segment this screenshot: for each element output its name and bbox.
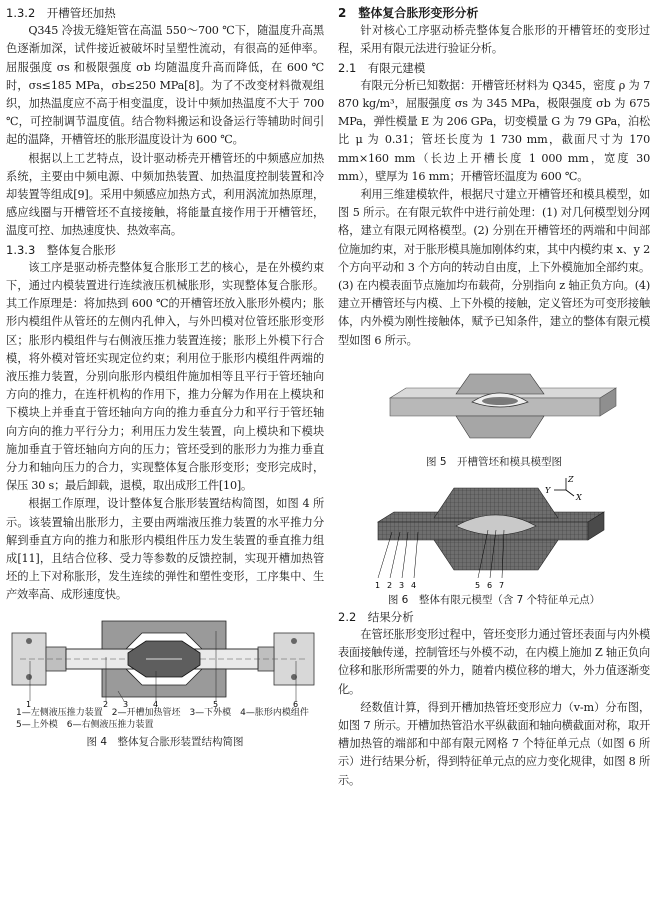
right-column — [338, 4, 650, 790]
fig6-label-3: 3 — [399, 580, 405, 590]
tube-and-die-model — [338, 354, 650, 454]
paragraph-heating-1: Q345 冷拔无缝矩管在高温 550～700 ℃下，随温度升高黑色逐渐加深，试件接近被破坏时呈塑性流动，有很高的延伸率。屈服强度 σs 和极限强度 σb 均随温度升高而降低，在 600 ℃时，σs≤185 MPa，σb≤250 MPa[8]。为了不改变材料微观组织，加热温度应不高于相变温度，设计中频加热温度不大于 700 ℃，可控制调节温度值。结合物料搬运和设备运行等辅助时间引起的温降，开槽管坯的胀形温度设计为 600 ℃。 — [6, 24, 324, 147]
fig6-label-6: 6 — [487, 580, 493, 590]
fig6-caption: 图 6 整体有限元模型（含 7 个特征单元点） — [387, 593, 601, 606]
paragraph-results-1: 在管坯胀形变形过程中，管坯变形力通过管坯表面与内外模表面接触传递，控制管坯与外模不动，在内模上施加 Z 轴正负向位移和胀形所需要的外力，随着内模位移的增大，外力值逐渐变化。 — [338, 628, 650, 696]
fig4-label-4: 4 — [153, 699, 159, 707]
left-column — [6, 4, 324, 750]
fig6-label-4: 4 — [411, 580, 417, 590]
finite-element-mesh-model — [338, 474, 650, 592]
figure-4 — [6, 611, 324, 750]
section-heading-2-2: 2.2 结果分析 — [338, 609, 414, 624]
section-heading-2-1: 2.1 有限元建模 — [338, 60, 426, 75]
fig4-caption: 图 4 整体复合胀形装置结构简图 — [86, 735, 244, 748]
section-heading-2: 2 整体复合胀形变形分析 — [338, 6, 479, 20]
section-heading-1-3-2: 1.3.2 开槽管坯加热 — [6, 6, 116, 20]
fig4-label-2: 2 — [103, 699, 109, 707]
fig4-legend-line-2: 5—上外模 6—右侧液压推力装置 — [16, 719, 154, 730]
axis-label-z: Z — [568, 474, 574, 484]
paragraph-fem-modeling: 利用三维建模软件，根据尺寸建立开槽管坯和模具模型，如图 5 所示。在有限元软件中进行前处理：(1) 对几何模型划分网格，建立有限元网格模型。(2) 分别在开槽管坯的两端和中间部位施加约束，对于胀形模具施加刚体约束，其中内模约束 x、y 2 个方向平动和 3 个方向的转动自由度，上下外模施加全部约束。(3) 在内模表面节点施加均布载荷，分别指向 z 轴正负方向。(4) 建立开槽管坯与内模、上下外模的接触，定义管坯为可变形接触体，内外模为刚性接触体，赋予已知条件，建立的整体有限元模型如图 6 所示。 — [338, 188, 650, 347]
axis-label-x: X — [576, 492, 582, 502]
fig6-label-5: 5 — [475, 580, 481, 590]
fig4-label-5: 5 — [213, 699, 219, 707]
fig4-legend-line-1: 1—左侧液压推力装置 2—开槽加热管坯 3—下外模 4—胀形内模组件 — [16, 707, 309, 718]
fig6-label-7: 7 — [499, 580, 505, 590]
figure-6 — [338, 474, 650, 608]
figure-5 — [338, 354, 650, 470]
paragraph-results-2: 经数值计算，得到开槽加热管坯变形应力（v-m）分布图，如图 7 所示。开槽加热管沿水平纵截面和轴向横截面对称，取开槽加热管的端部和中部有限元网格 7 个特征单元点（如图 6 所示）进行结果分析，得到特征单元点的应力变化规律，如图 8 所示。 — [338, 700, 650, 787]
paragraph-fem-data: 有限元分析已知数据：开槽管坯材料为 Q345，密度 ρ 为 7 870 kg/m³，屈服强度 σs 为 345 MPa，极限强度 σb 为 675 MPa，弹性模量 E 为 206 GPa，切变模量 G 为 79 GPa，泊松比 μ 为 0.31；管坯长度为 1 730 mm，截面尺寸为 170 mm×160 mm（长边上开槽长度 1 000 mm，宽度 30 mm），壁厚为 16 mm；开槽管坯温度为 600 ℃。 — [338, 78, 650, 183]
fig5-caption: 图 5 开槽管坯和模具模型图 — [425, 455, 563, 468]
paragraph-intro: 针对核心工序驱动桥壳整体复合胀形的开槽管坯的变形过程，采用有限元法进行验证分析。 — [338, 24, 650, 56]
section-heading-1-3-3: 1.3.3 整体复合胀形 — [6, 242, 116, 257]
paragraph-bulging-1: 该工序是驱动桥壳整体复合胀形工艺的核心，是在外模约束下，通过内模装置进行连续液压机械胀形，实现整体复合胀形。其工作原理是：将加热到 600 ℃的开槽管坯放入胀形外模内；胀形内模组件从管坯的左侧内孔伸入，与外凹模对位管坯胀形变形区；胀形内模组件与右侧液压推力装置连接；胀形上外模下行合模，将外模对管坯实现定位约束；利用位于胀形内模组件两端的液压推力装置，分别向胀形内模组件施加相等且平行于管坯轴向方向的推力，在连杆机构的作用下，推力分解为作用在上模块和下模块上并垂直于管坯轴向方向的推力垂直分力和平行于管坯轴向方向的推力平行分力；利用压力发生装置，向上模块和下模块施加垂直于管坯轴向方向的压力；管坯受到的胀形力为推力垂直分力和轴向压力的合力，实现整体复合胀形变形；变形完成时，保压 30 s；最后卸载，退模，取出成形工件[10]。 — [6, 260, 324, 493]
fig6-label-2: 2 — [387, 580, 393, 590]
fig4-label-6: 6 — [293, 699, 299, 707]
paragraph-heating-2: 根据以上工艺特点，设计驱动桥壳开槽管坯的中频感应加热系统，主要由中频电源、中频加热装置、加热温度控制装置和冷却装置等组成[9]。采用中频感应加热方式，利用涡流加热原理，感应线圈与开槽管坯不直接接触，将能量直接作用于开槽管坯，温度可控、加热速度快、热效率高。 — [6, 151, 324, 238]
paragraph-bulging-2: 根据工作原理，设计整体复合胀形装置结构简图，如图 4 所示。该装置输出胀形力，主要由两端液压推力装置的水平推力分解到垂直方向的推力和胀形内模组件压力发生装置的垂直推力组成[11]，且结合位移、受力等参数的反馈控制，实现开槽加热管坯的上下对称胀形，发生连续的弹性和塑性变形，工序集中、生产效率高、成形速度快。 — [6, 497, 324, 602]
bulging-device-diagram — [6, 611, 324, 707]
fig4-label-1: 1 — [26, 699, 32, 707]
fig4-label-3: 3 — [123, 699, 129, 707]
axis-label-y: Y — [545, 485, 551, 495]
fig6-label-1: 1 — [375, 580, 381, 590]
